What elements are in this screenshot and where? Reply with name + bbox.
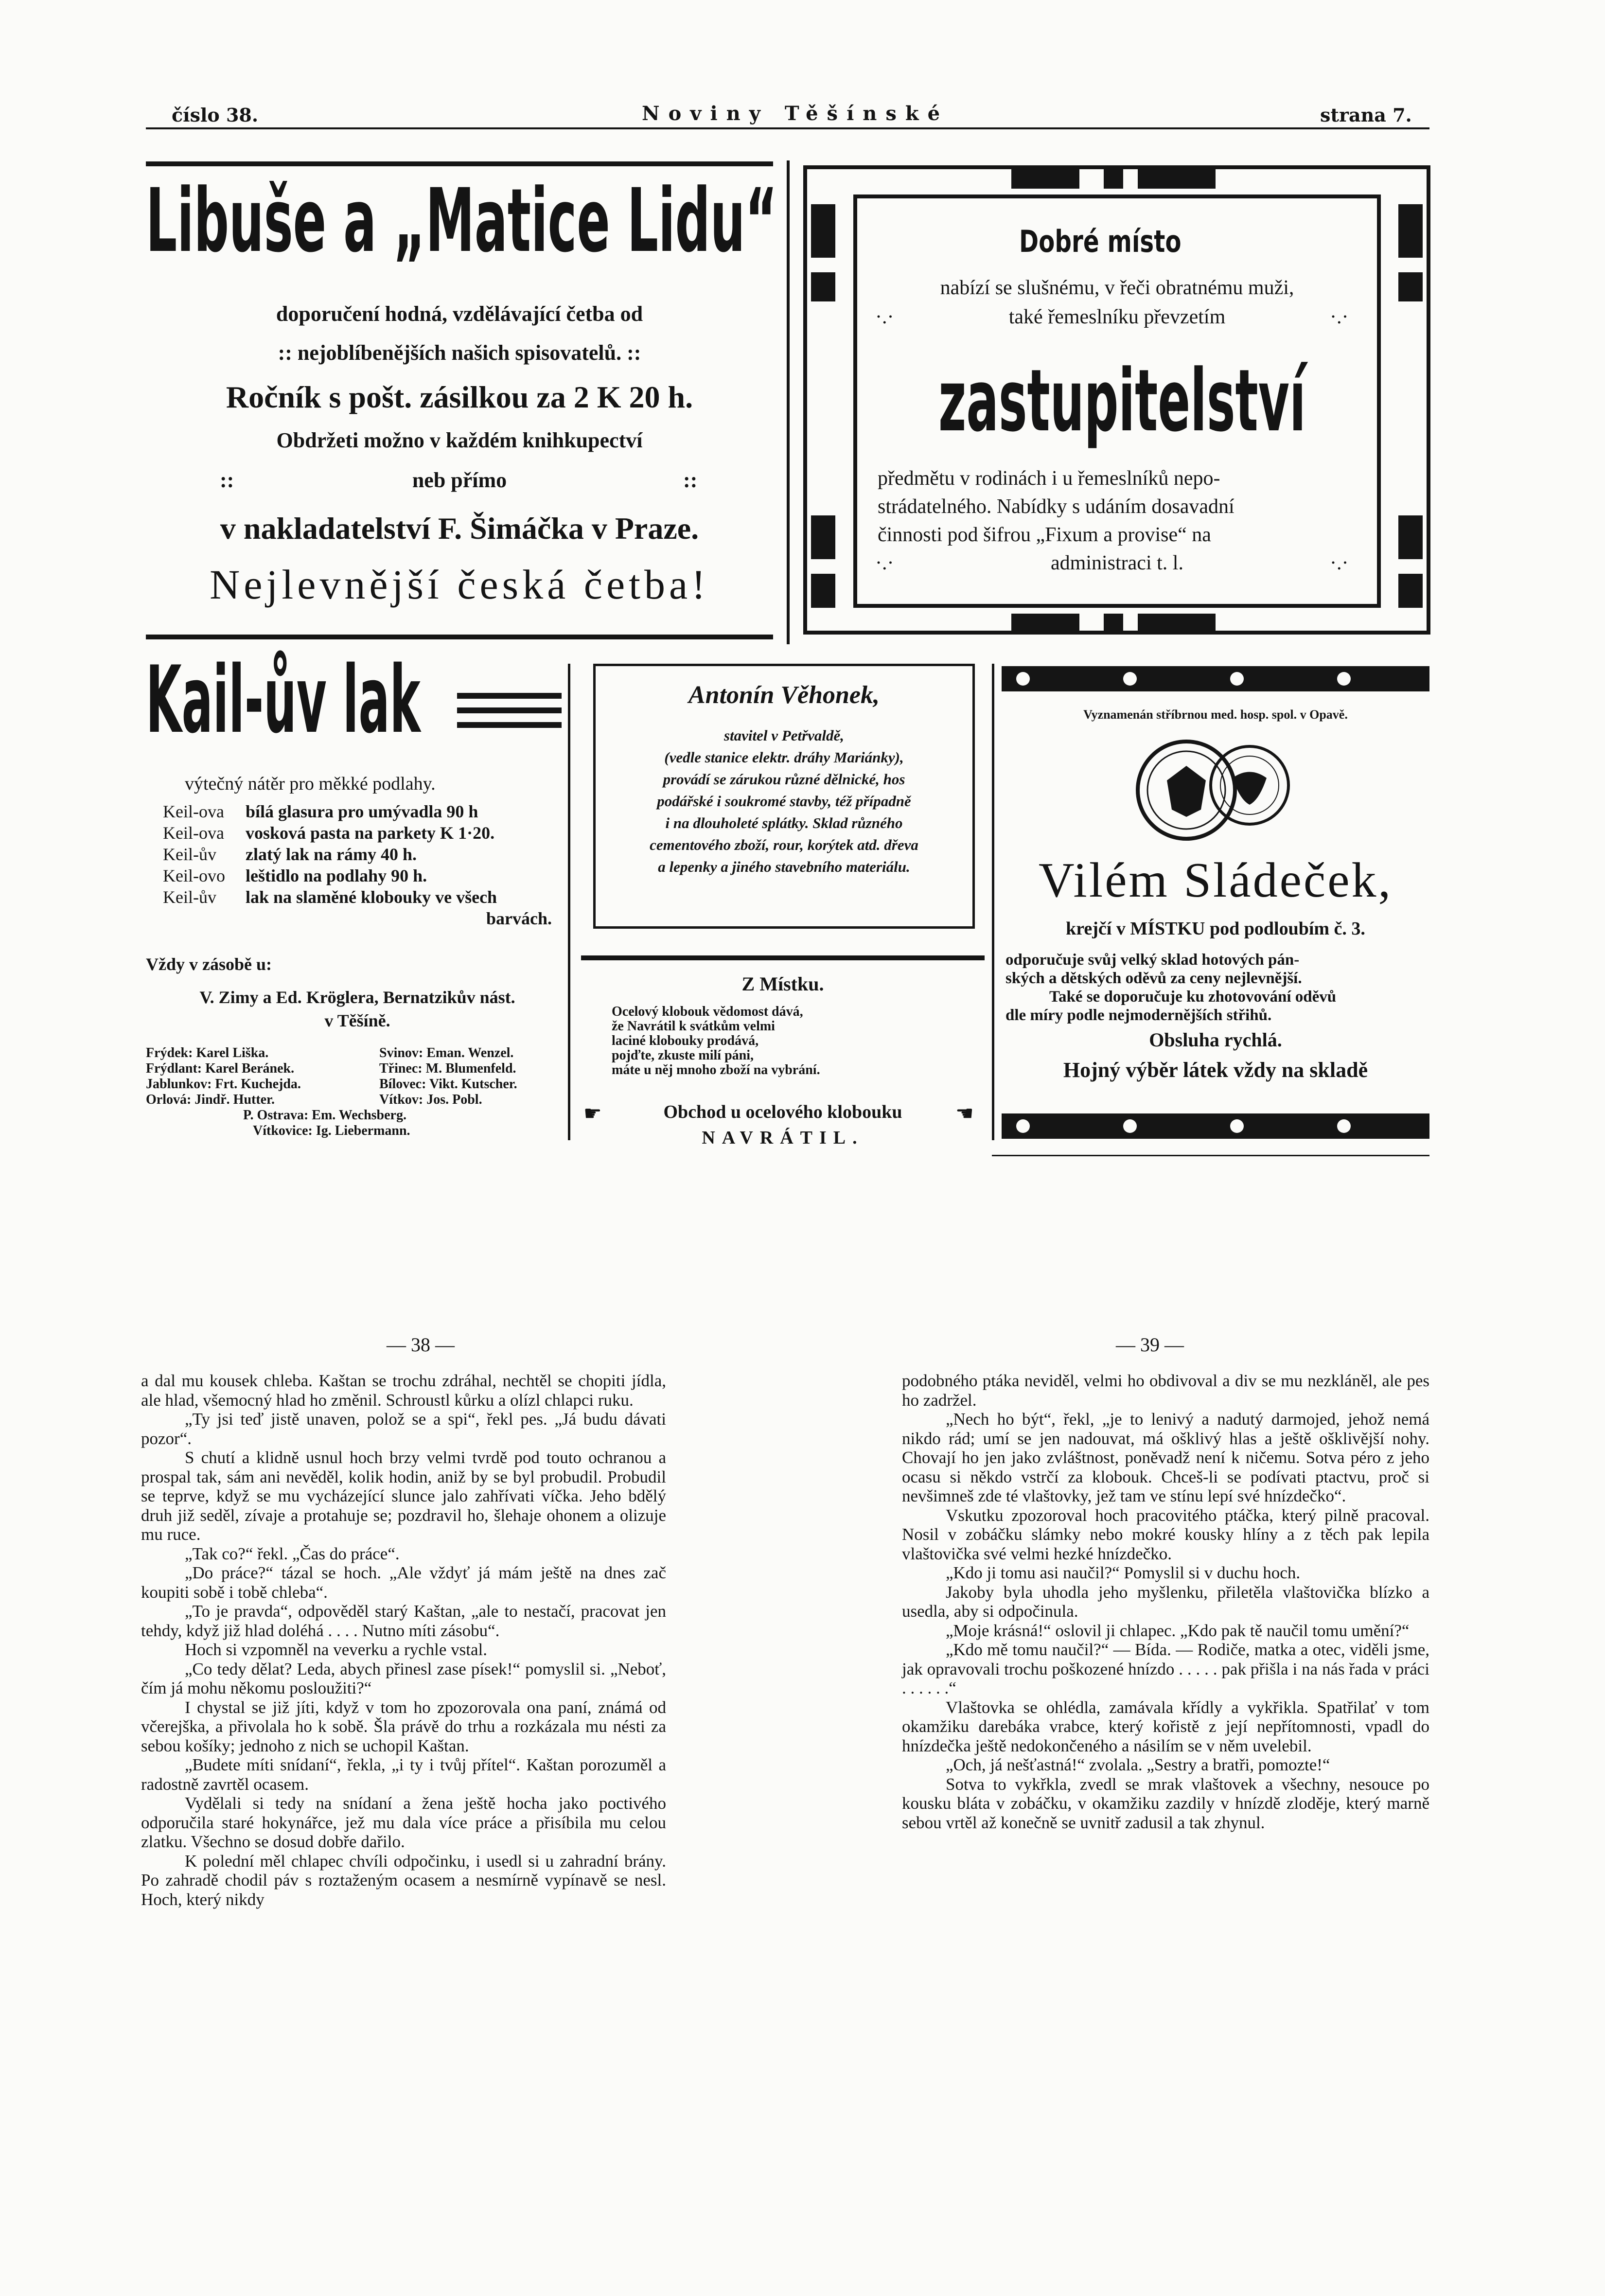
ad-dobre-misto-block: [1138, 614, 1216, 631]
product-text: leštidlo na podlahy 90 h.: [246, 866, 427, 885]
ad-dobre-misto-line1: nabízí se slušnému, v řeči obratnému muži,: [940, 277, 1294, 299]
story-paragraph: „Och, já nešťastná!“ zvolala. „Sestry a bratři, pomozte!“: [946, 1755, 1330, 1774]
branch: Bílovec: Vikt. Kutscher.: [379, 1077, 517, 1092]
ad-kail-title: Kail-ův lak: [146, 646, 421, 754]
ad-dobre-misto-line2: také řemeslníku převzetím: [1008, 306, 1226, 328]
ad-dobre-misto-line6: administraci t. l.: [1051, 552, 1183, 574]
ad-kail-product: [163, 887, 571, 908]
branch-row: [146, 1092, 574, 1108]
ad-sladecek-line: dle míry podle nejmodernějších střihů.: [1005, 1007, 1272, 1024]
ad-dobre-misto-big: zastupitelství: [938, 351, 1306, 451]
ad-dobre-misto-dots: ·.·: [875, 306, 894, 328]
ad-mistek-name: NAVRÁTIL.: [702, 1128, 864, 1148]
ad-dobre-misto-line3: předmětu v rodinách i u řemeslníků nepo-: [878, 467, 1220, 490]
product-brand: Keil-ovo: [163, 866, 225, 885]
story-paragraph: I chystal se již jíti, když v tom ho zpozorovala ona paní, známá od včerejška, a přivolala ho k sobě. Šla právě do trhu a rozkázala mu nésti za sebou košíky; jednoho z nich se uchopil Kaštan.: [141, 1697, 666, 1755]
ad-vehonek-line: provádí se zárukou různé dělnické, hos: [663, 771, 905, 788]
ad-kail-dealer: V. Zimy a Ed. Kröglera, Bernatzikův nást.: [199, 988, 515, 1007]
ad-vehonek-line: podářské i soukromé stavby, též případně: [657, 793, 911, 810]
ad-dobre-misto-block: [1398, 515, 1423, 559]
ad-kail-product: [163, 865, 571, 887]
ad-dobre-misto-block: [1104, 614, 1123, 631]
story-paragraph: Vskutku zpozoroval hoch pracovitého ptáčka, který pilně pracoval. Nosil v zobáčku slámky nebo mokré kousky hlíny a z těch pak lepila vlaštovička své velmi hezké hnízdečko.: [902, 1505, 1429, 1563]
branch: Vítkov: Jos. Pobl.: [379, 1092, 482, 1107]
story-right-page-number: — 39 —: [1116, 1334, 1184, 1356]
branch-row: [146, 1045, 574, 1061]
ad-kail-branches: [146, 1045, 574, 1139]
ad-dobre-misto-block: [1011, 614, 1079, 631]
product-text: vosková pasta na parkety K 1·20.: [246, 823, 495, 843]
ad-dobre-misto-block: [1104, 169, 1123, 189]
story-paragraph: Hoch si vzpomněl na veverku a rychle vstal.: [185, 1640, 488, 1659]
story-paragraph: S chutí a klidně usnul hoch brzy velmi tvrdě pod touto ochranou a prospal tak, sám ani nevěděl, kolik hodin, aniž by se byl probudil. Probudil se teprve, když se mu vycházející slunce jalo zahřívati víčka. Jeho bdělý druh již seděl, zívaje a protahuje se; pozdravil ho, šlehaje ohonem a olizuje mu ruce.: [141, 1448, 666, 1544]
branch: Orlová: Jindř. Hutter.: [146, 1092, 275, 1107]
ad-sladecek-award: Vyznamenán stříbrnou med. hosp. spol. v Opavě.: [1083, 707, 1348, 722]
branch: Svinov: Eman. Wenzel.: [379, 1045, 514, 1060]
story-left-column: [141, 1371, 666, 1909]
story-paragraph: „Nech ho být“, řekl, „je to lenivý a nadutý darmojed, jehož nemá nikdo rád; umí se jen nadouvat, má ošklivý hlas a ještě ošklivější nohy. Chovají ho jen jako zvláštnost, poněvadž není k ničemu. Sotva péro z jeho ocasu si někdo vstrčí za klobouk. Chceš-li se podívati ptactvu, proč si nevšimneš zde té vlaštovky, jež tam ve stínu lepí své hnízdečko“.: [902, 1410, 1429, 1505]
frame-top-rule-left: [146, 161, 773, 166]
story-paragraph: Vydělali si tedy na snídaní a žena ještě hocha jako poctivého odporučila staré hokynářce, jež mu dala více práce a přisíbila mu celou zlatku. Všechno se dosud dobře dařilo.: [141, 1794, 666, 1851]
branch-row: [146, 1077, 574, 1092]
story-paragraph: „Do práce?“ tázal se hoch. „Ale vždyť já mám ještě na dnes zač koupiti sobě i tobě chleba“.: [141, 1563, 666, 1602]
ad-libuse-publisher: v nakladatelství F. Šimáčka v Praze.: [220, 511, 699, 546]
story-paragraph: a dal mu kousek chleba. Kaštan se trochu zdráhal, nechtěl se chopiti jídla, ale hlad, všemocný hlad ho změnil. Schroustl kůrku a olízl chlapci ruku.: [141, 1371, 666, 1410]
issue-number: číslo 38.: [172, 104, 259, 126]
ad-mistek-line: laciné klobouky prodává,: [612, 1033, 759, 1048]
product-brand: Keil-ova: [163, 823, 224, 843]
ad-sladecek-fast: Obsluha rychlá.: [1149, 1029, 1282, 1051]
ad-vehonek-line: (vedle stanice elektr. dráhy Mariánky),: [664, 749, 904, 766]
branch: Frýdlant: Karel Beránek.: [146, 1061, 295, 1076]
ad-vehonek-line: cementového zboží, rour, korýtek atd. dřeva: [650, 836, 918, 853]
ad-libuse-line4: Obdržeti možno v každém knihkupectví: [276, 428, 643, 452]
ad-dobre-misto-block: [1398, 204, 1423, 258]
ad-libuse-mark-right: ::: [683, 468, 698, 492]
ads-bottom-rule: [992, 1155, 1429, 1156]
pointing-hand-icon: ☚: [955, 1101, 974, 1125]
ad-dobre-misto-block: [811, 515, 835, 559]
story-paragraph: „Co tedy dělat? Leda, abych přinesl zase písek!“ pomyslil si. „Neboť, čím já mohu někomu posloužiti?“: [141, 1659, 666, 1697]
ad-dobre-misto-block: [1398, 272, 1423, 301]
branch-row: [146, 1123, 574, 1139]
ad-mistek-line: že Navrátil k svátkům velmi: [612, 1019, 775, 1034]
ad-dobre-misto-block: [1138, 169, 1216, 189]
product-brand: Keil-ův: [163, 845, 216, 864]
story-paragraph: „Kdo mě tomu naučil?“ — Bída. — Rodiče, matka a otec, viděli jsme, jak opravovali trochu poškozené hnízdo . . . . . pak přišla i na nás řada v práci . . . . . .“: [902, 1640, 1429, 1697]
ad-dobre-misto-dots: ·.·: [875, 552, 894, 574]
pointing-hand-icon: ☛: [583, 1101, 602, 1125]
ad-libuse-slogan: Nejlevnější česká četba!: [210, 561, 709, 608]
ad-dobre-misto-dots: ·.·: [1330, 552, 1349, 574]
story-paragraph: „To je pravda“, odpověděl starý Kaštan, „ale to nestačí, pracovat jen tehdy, když již hlad doléhá . . . . Nutno míti zásobu“.: [141, 1602, 666, 1640]
ad-vehonek-line: i na dlouholeté splátky. Sklad různého: [665, 814, 903, 831]
ad-dobre-misto-block: [811, 574, 835, 608]
story-right-column: [902, 1371, 1429, 1832]
ad-dobre-misto-dots: ·.·: [1330, 306, 1349, 328]
ad-libuse-mark-left: ::: [220, 468, 234, 492]
product-brand: Keil-ův: [163, 887, 216, 907]
branch: Vítkovice: Ig. Liebermann.: [253, 1123, 410, 1138]
mistek-top-rule: [581, 955, 985, 960]
ad-sladecek-line: Také se doporučuje ku zhotovování oděvů: [1049, 988, 1337, 1006]
ad-vehonek-line: a lepenky a jiného stavebního materiálu.: [658, 858, 910, 875]
ad-sladecek-line: odporučuje svůj velký sklad hotových pán-: [1005, 951, 1300, 969]
ad-mistek-line: pojďte, zkuste milí páni,: [612, 1048, 754, 1063]
ad-kail-product: [163, 823, 571, 844]
story-paragraph: Vlaštovka se ohlédla, zamávala křídly a vykřikla. Spatřilať v tom okamžiku darebáka vrabce, který kořistě z její nepřítomnosti, vpadl do hnízdečka ještě nedokončeného a násilím se v něm uvelebil.: [902, 1697, 1429, 1755]
story-paragraph: podobného ptáka neviděl, velmi ho obdivoval a div se mu nezkláněl, ale pes ho zadržel.: [902, 1371, 1429, 1410]
ad-mistek-line: Ocelový klobouk vědomost dává,: [612, 1004, 803, 1019]
ad-libuse-line5: neb přímo: [412, 468, 507, 492]
ad-kail-dealer-city: v Těšíně.: [324, 1011, 390, 1030]
ad-sladecek-address: krejčí v MÍSTKU pod podloubím č. 3.: [1066, 918, 1365, 939]
ad-kail-stock: Vždy v zásobě u:: [146, 954, 272, 974]
frame-bottom-rule-left: [146, 635, 773, 639]
story-paragraph: K polední měl chlapec chvíli odpočinku, i usedl si u zahradní brány. Po zahradě chodil páv s roztaženým ocasem a nesmírně vypínavě se nesl. Hoch, který nikdy: [141, 1851, 666, 1909]
ad-sladecek-big: Hojný výběr látek vždy na skladě: [1063, 1058, 1368, 1082]
story-paragraph: Jakoby byla uhodla jeho myšlenku, přiletěla vlaštovička blízko a usedla, aby si odpočinula.: [902, 1582, 1429, 1621]
ad-libuse-price: Ročník s pošt. zásilkou za 2 K 20 h.: [226, 380, 693, 414]
product-text: bílá glasura pro umývadla 90 h: [246, 802, 478, 821]
page-number: strana 7.: [1320, 104, 1412, 126]
ad-kail-products-end: barvách.: [486, 909, 552, 928]
branch: Jablunkov: Frt. Kuchejda.: [146, 1077, 301, 1092]
ad-mistek-footer: Obchod u ocelového klobouku: [663, 1102, 902, 1122]
ad-dobre-misto-block: [1398, 574, 1423, 608]
ad-dobre-misto-line4: strádatelného. Nabídky s udáním dosavadní: [878, 495, 1235, 518]
product-text: zlatý lak na rámy 40 h.: [246, 845, 417, 864]
branch: Frýdek: Karel Liška.: [146, 1045, 269, 1060]
ad-vehonek-name: Antonín Věhonek,: [688, 681, 880, 709]
column-divider-right: [992, 664, 994, 1140]
ad-sladecek-name: Vilém Sládeček,: [1039, 853, 1393, 908]
ad-sladecek-text: [1005, 951, 1336, 1024]
ad-vehonek-line: stavitel v Petřvaldě,: [723, 727, 845, 744]
ad-dobre-misto-line5: činnosti pod šifrou „Fixum a provise“ na: [878, 524, 1211, 546]
story-paragraph: „Ty jsi teď jistě unaven, polož se a spi“, řekl pes. „Já budu dávati pozor“.: [141, 1410, 666, 1448]
newspaper-title: Noviny Těšínské: [642, 102, 949, 125]
story-paragraph: Sotva to vykřkla, zvedl se mrak vlaštovek a všechny, nesouce po kousku bláta v zobáčku, v okamžiku zazdily v hnízdě zloděje, který marně sebou vrtěl až konečně se uvnitř zadusil a tak zhynul.: [902, 1774, 1429, 1832]
ad-kail-products: [163, 801, 571, 908]
ad-dobre-misto-block: [811, 272, 835, 301]
product-brand: Keil-ova: [163, 802, 224, 821]
ad-mistek-line: máte u něj mnoho zboží na vybrání.: [612, 1062, 820, 1077]
ad-libuse-line1: doporučení hodná, vzdělávající četba od: [276, 302, 643, 326]
ad-sladecek-line: ských a dětských oděvů za ceny nejlevnější.: [1005, 970, 1302, 987]
ad-kail-intro: výtečný nátěr pro měkké podlahy.: [185, 774, 436, 794]
branch: P. Ostrava: Em. Wechsberg.: [243, 1108, 406, 1123]
column-divider-left: [568, 664, 570, 1140]
ad-kail-rule: [457, 722, 562, 728]
header-rule: [146, 127, 1429, 129]
story-paragraph: „Budete míti snídaní“, řekla, „i ty i tvůj přítel“. Kaštan porozuměl a radostně zavrtěl ocasem.: [141, 1755, 666, 1794]
ad-libuse-line2: :: nejoblíbenějších našich spisovatelů. ::: [278, 341, 641, 365]
ad-libuse-title: Libuše a „Matice Lidu“: [146, 170, 777, 272]
ad-vehonek-text: [596, 724, 972, 878]
medal-icon: [1133, 732, 1293, 848]
ad-kail-rule: [457, 693, 562, 699]
ad-kail-product: [163, 801, 571, 823]
ad-dobre-misto-block: [1011, 169, 1079, 189]
branch: Třinec: M. Blumenfeld.: [379, 1061, 516, 1076]
ad-dobre-misto-title: Dobré místo: [1019, 224, 1182, 259]
branch-row: [146, 1061, 574, 1077]
ad-mistek-text: [612, 1005, 820, 1077]
ad-kail-rule: [457, 707, 562, 713]
story-paragraph: „Kdo ji tomu asi naučil?“ Pomyslil si v duchu hoch.: [946, 1563, 1301, 1582]
ad-kail-product: [163, 844, 571, 865]
product-text: lak na slaměné klobouky ve všech: [246, 887, 497, 907]
column-divider-top: [787, 160, 790, 644]
ad-dobre-misto-block: [811, 204, 835, 258]
branch-row: [146, 1108, 574, 1123]
ad-sladecek-ornament-top: [1002, 666, 1429, 691]
story-left-page-number: — 38 —: [387, 1334, 455, 1356]
ad-mistek-title: Z Místku.: [741, 973, 824, 995]
story-paragraph: „Moje krásná!“ oslovil ji chlapec. „Kdo pak tě naučil tomu umění?“: [946, 1621, 1410, 1640]
story-paragraph: „Tak co?“ řekl. „Čas do práce“.: [185, 1544, 400, 1563]
ad-sladecek-ornament-bottom: [1002, 1113, 1429, 1139]
